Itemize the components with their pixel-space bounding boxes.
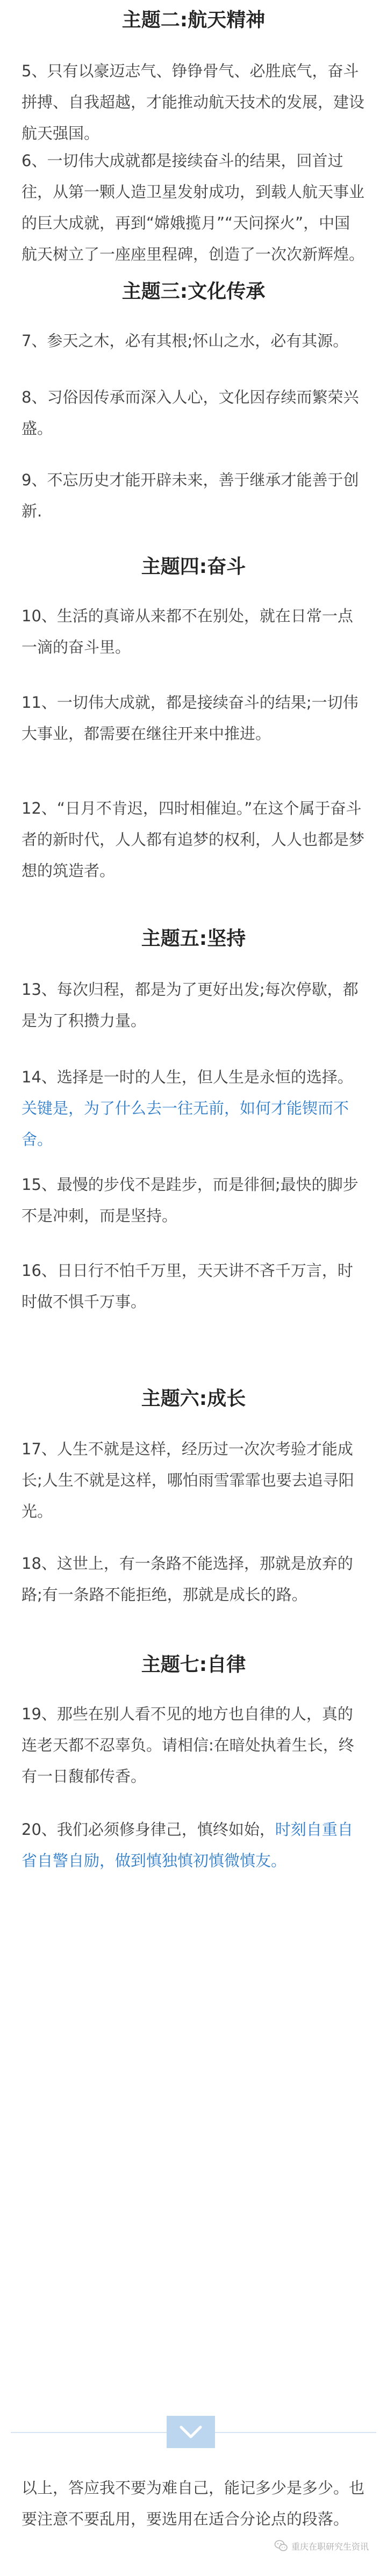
divider-chevron [167,2416,215,2448]
paragraph: 11、一切伟大成就，都是接续奋斗的结果;一切伟大事业，都需要在继往开来中推进。 [22,693,359,743]
chevron-down-icon [178,2424,203,2440]
section-heading: 主题五:坚持 [141,928,246,950]
watermark [274,2535,384,2557]
watermark-text: 重庆在职研究生资讯 [291,2541,369,2552]
divider-line [11,2432,167,2433]
paragraph: 15、最慢的步伐不是跬步，而是徘徊;最快的脚步不是冲刺，而是坚持。 [22,1175,359,1225]
section-heading: 主题二:航天精神 [121,9,266,31]
paragraph: 7、参天之木，必有其根;怀山之水，必有其源。 [22,332,349,350]
paragraph: 19、那些在别人看不见的地方也自律的人，真的连老天都不忍辜负。请相信:在暗处执着生长，终有一日馥郁传香。 [22,1705,354,1785]
paragraph: 13、每次归程，都是为了更好出发;每次停歇，都是为了积攒力量。 [22,980,359,1030]
paragraph: 17、人生不就是这样，经历过一次次考验才能成长;人生不就是这样，哪怕雨雪霏霏也要去追寻阳光。 [22,1440,354,1520]
paragraph: 10、生活的真谛从来都不在别处，就在日常一点一滴的奋斗里。 [22,607,353,656]
divider-line [215,2432,376,2433]
paragraph: 9、不忘历史才能开辟未来，善于继承才能善于创新. [22,471,359,520]
paragraph: 18、这世上，有一条路不能选择，那就是放弃的路;有一条路不能拒绝，那就是成长的路。 [22,1554,353,1604]
paragraph: 20、我们必须修身律己，慎终如始，时刻自重自省自警自励，做到慎独慎初慎微慎友。 [22,1820,353,1870]
paragraph: 14、选择是一时的人生，但人生是永恒的选择。关键是，为了什么去一往无前，如何才能锲而不舍。 [22,1068,353,1149]
wechat-icon [274,2539,288,2553]
section-heading: 主题三:文化传承 [121,281,266,303]
paragraph: 8、习俗因传承而深入人心，文化因存续而繁荣兴盛。 [22,388,359,437]
section-heading: 主题四:奋斗 [141,556,246,578]
section-heading: 主题七:自律 [141,1654,246,1676]
paragraph: 16、日日行不怕千万里，天天讲不吝千万言，时时做不惧千万事。 [22,1261,353,1311]
paragraph: 12、“日月不肯迟，四时相催迫。”在这个属于奋斗者的新时代，人人都有追梦的权利，人人也都是梦想的筑造者。 [22,799,365,880]
paragraph: 6、一切伟大成就都是接续奋斗的结果，回首过往，从第一颗人造卫星发射成功，到载人航天事业的巨大成就，再到“嫦娥揽月”“天问探火”，中国航天树立了一座座里程碑，创造了一次次新辉煌。 [22,152,365,263]
paragraph: 5、只有以豪迈志气、铮铮骨气、必胜底气，奋斗拼搏、自我超越，才能推动航天技术的发展，建设航天强国。 [22,62,365,142]
footer-paragraph: 以上，答应我不要为难自己，能记多少是多少。也要注意不要乱用，要选用在适合分论点的段落。 [22,2479,365,2528]
section-heading: 主题六:成长 [141,1388,246,1410]
